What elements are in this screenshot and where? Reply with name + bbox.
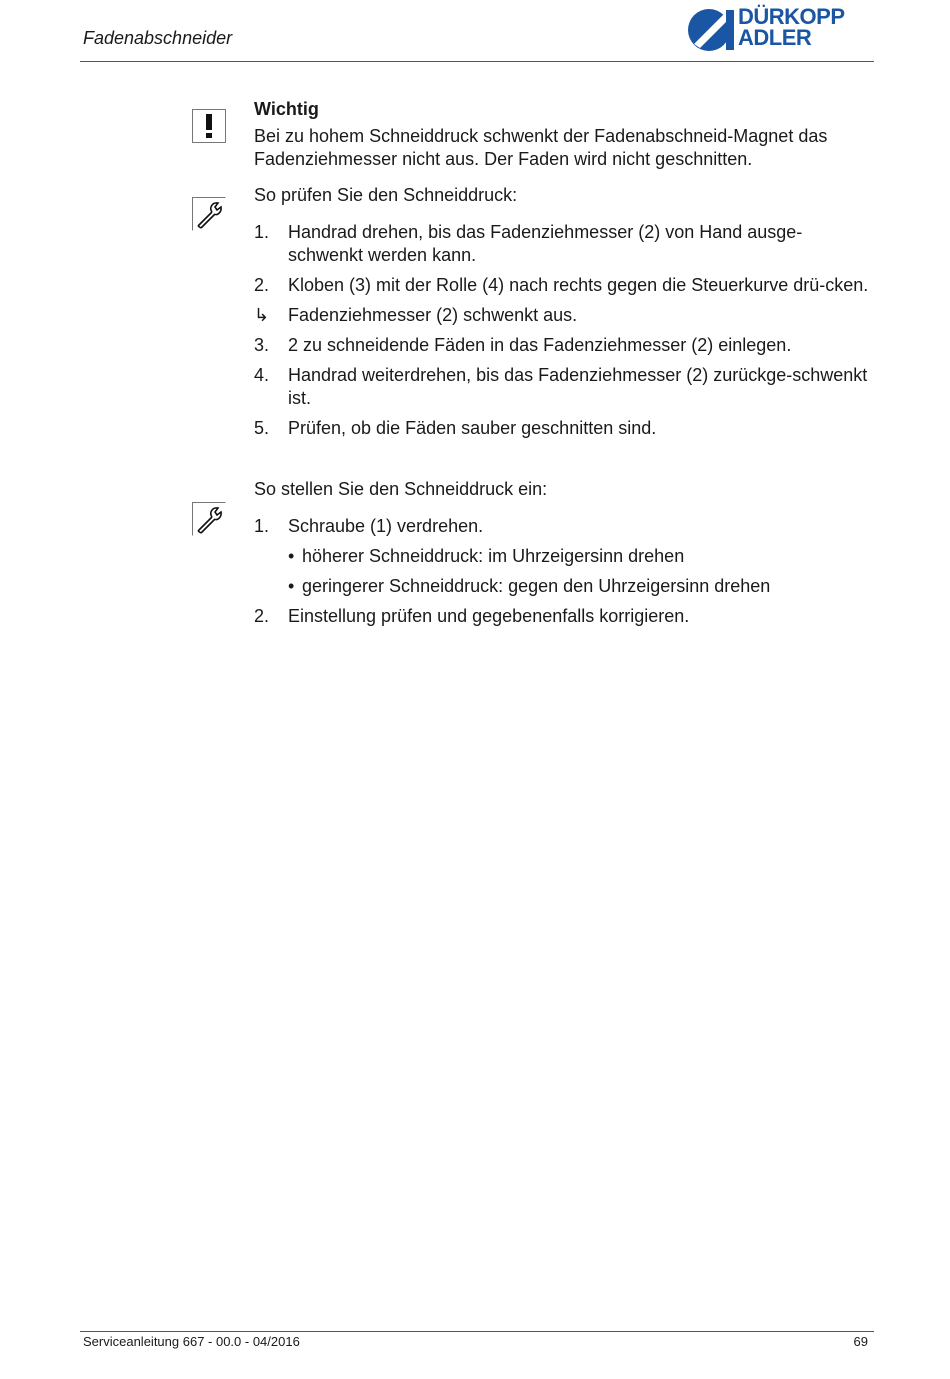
step-number: 2. [254, 606, 270, 626]
bullet-text: geringerer Schneiddruck: gegen den Uhrzeigersinn drehen [302, 576, 771, 596]
exclamation-icon [192, 109, 226, 143]
footer-rule [80, 1331, 874, 1332]
brand-line-1: DÜRKOPP [738, 4, 845, 29]
step-text: Schraube (1) verdrehen. [288, 516, 484, 536]
adjust-section [254, 478, 874, 628]
step-number: 5. [254, 418, 270, 438]
brand-logo [686, 6, 872, 54]
list-item [254, 304, 874, 327]
important-notice [254, 98, 874, 171]
list-item [254, 274, 874, 297]
bullet-text: höherer Schneiddruck: im Uhrzeigersinn drehen [302, 546, 685, 566]
brand-logo-mark [686, 6, 736, 54]
wrench-icon [192, 502, 226, 536]
step-number: 1. [254, 222, 270, 242]
section-spacer [254, 447, 874, 478]
step-text: Kloben (3) mit der Rolle (4) nach rechts gegen die Steuerkurve drü-cken. [288, 275, 869, 295]
step-number: 3. [254, 335, 270, 355]
step-text: Handrad drehen, bis das Fadenziehmesser (2) von Hand ausge-schwenkt werden kann. [288, 222, 803, 265]
notice-heading: Wichtig [254, 99, 319, 119]
list-item [254, 417, 874, 440]
step-number: 1. [254, 516, 270, 536]
notice-text: Bei zu hohem Schneiddruck schwenkt der Fadenabschneid-Magnet das Fadenziehmesser nicht aus. Der Faden wird nicht geschnitten. [254, 126, 828, 169]
list-item [254, 605, 874, 628]
list-item [254, 334, 874, 357]
step-text: Prüfen, ob die Fäden sauber geschnitten sind. [288, 418, 657, 438]
list-item [254, 364, 874, 410]
step-number: 2. [254, 275, 270, 295]
main-content [254, 98, 874, 635]
running-header: Fadenabschneider [83, 28, 233, 48]
step-text: Einstellung prüfen und gegebenenfalls korrigieren. [288, 606, 690, 626]
step-text: 2 zu schneidende Fäden in das Fadenziehmesser (2) einlegen. [288, 335, 792, 355]
header-rule [80, 61, 874, 62]
result-arrow-icon: ↳ [254, 305, 270, 325]
list-item [254, 515, 874, 538]
bullet-icon: • [288, 576, 295, 596]
brand-name [738, 6, 845, 48]
page-number: 69 [853, 1334, 868, 1349]
adjust-intro: So stellen Sie den Schneiddruck ein: [254, 479, 548, 499]
footer-document-info: Serviceanleitung 667 - 00.0 - 04/2016 [83, 1334, 300, 1349]
step-number: 4. [254, 365, 270, 385]
check-intro: So prüfen Sie den Schneiddruck: [254, 185, 518, 205]
bullet-item [254, 575, 874, 598]
step-text: Fadenziehmesser (2) schwenkt aus. [288, 305, 578, 325]
check-section [254, 184, 874, 440]
wrench-icon [192, 197, 226, 231]
bullet-icon: • [288, 546, 295, 566]
bullet-item [254, 545, 874, 568]
step-text: Handrad weiterdrehen, bis das Fadenziehmesser (2) zurückge-schwenkt ist. [288, 365, 868, 408]
list-item [254, 221, 874, 267]
brand-line-2: ADLER [738, 25, 812, 50]
